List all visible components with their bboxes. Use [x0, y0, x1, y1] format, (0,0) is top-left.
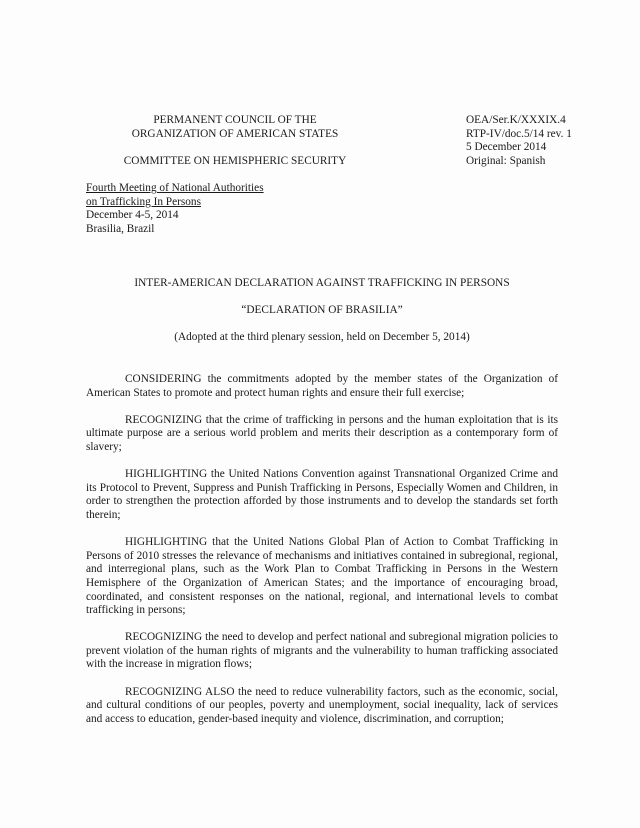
document-series: OEA/Ser.K/XXXIX.4 [466, 114, 566, 126]
meeting-place: Brasilia, Brazil [86, 222, 155, 235]
document-date: 5 December 2014 [466, 141, 547, 153]
preamble-paragraph-highlighting-convention: HIGHLIGHTING the United Nations Convention against Transnational Organized Crime and its Protocol to Prevent, Suppress and Punish Trafficking in Persons, Especially Women and Children, in order to strengthen the protection afforded by those instruments and to develop the standards set forth therein; [86, 468, 558, 521]
council-name: PERMANENT COUNCIL OF THE [153, 114, 317, 126]
document-number: RTP-IV/doc.5/14 rev. 1 [466, 127, 572, 140]
preamble-body [86, 373, 558, 740]
preamble-paragraph-highlighting-global-plan: HIGHLIGHTING that the United Nations Global Plan of Action to Combat Trafficking in Persons of 2010 stresses the relevance of mechanisms and initiatives contained in subregional, regional, and interregional plans, such as the Work Plan to Combat Trafficking in Persons in the Western Hemisphere of the Organization of American States; and the importance of encouraging broad, coordinated, and consistent responses on the national, regional, and international levels to combat trafficking in persons; [86, 536, 558, 617]
declaration-title: INTER-AMERICAN DECLARATION AGAINST TRAFFICKING IN PERSONS [134, 277, 510, 289]
meeting-title-line2: on Trafficking In Persons [86, 195, 201, 208]
adoption-note: (Adopted at the third plenary session, held on December 5, 2014) [174, 331, 470, 343]
preamble-paragraph-recognizing: RECOGNIZING that the crime of trafficking in persons and the human exploitation that is its ultimate purpose are a serious world problem and merits their description as a contemporary form of slavery; [86, 413, 558, 453]
document-original-language: Original: Spanish [466, 154, 546, 167]
header-left-block [100, 114, 370, 168]
meeting-date: December 4-5, 2014 [86, 209, 179, 221]
header-spacer [100, 141, 370, 155]
preamble-paragraph-recognizing-migration: RECOGNIZING the need to develop and perfect national and subregional migration policies to prevent violation of the human rights of migrants and the vulnerability to human trafficking associated with the increase in migration flows; [86, 631, 558, 671]
meeting-title-line1: Fourth Meeting of National Authorities [86, 182, 264, 194]
organization-name: ORGANIZATION OF AMERICAN STATES [131, 127, 339, 140]
preamble-paragraph-considering: CONSIDERING the commitments adopted by the member states of the Organization of American States to promote and protect human rights and ensure their full exercise; [86, 373, 558, 399]
header-right-block [466, 114, 572, 168]
declaration-subtitle: “DECLARATION OF BRASILIA” [241, 304, 403, 316]
meeting-info [86, 182, 264, 236]
committee-name: COMMITTEE ON HEMISPHERIC SECURITY [123, 154, 347, 167]
preamble-paragraph-recognizing-also: RECOGNIZING ALSO the need to reduce vulnerability factors, such as the economic, social, and cultural conditions of our peoples, poverty and unemployment, social inequality, lack of services and access to education, gender-based inequity and violence, discrimination, and corruption; [86, 685, 558, 725]
